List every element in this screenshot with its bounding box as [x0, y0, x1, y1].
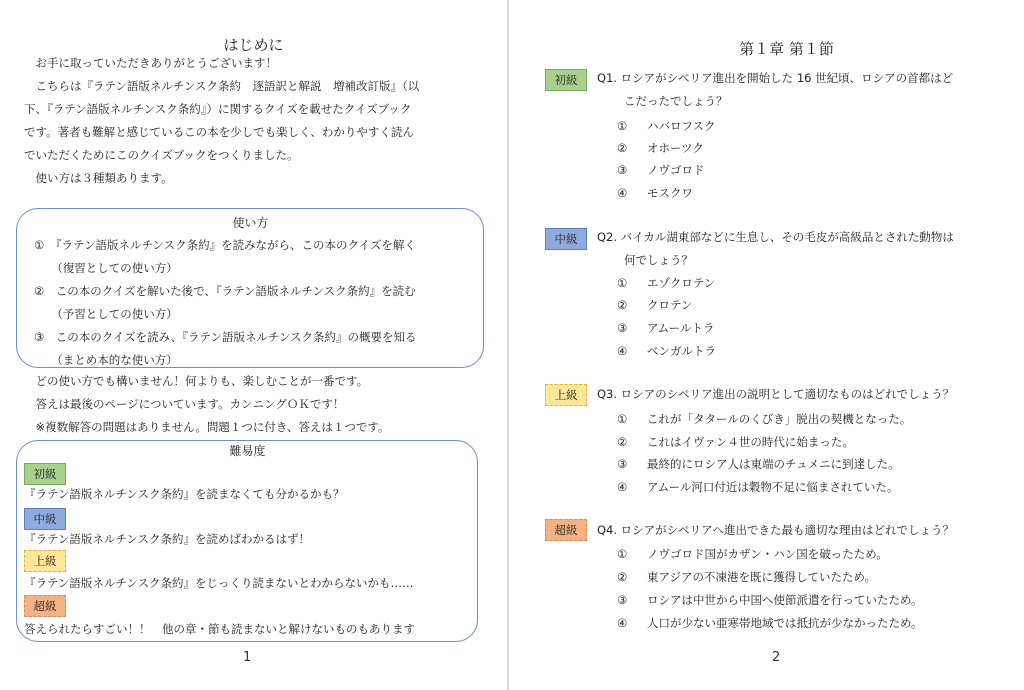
intro-line: です。著者も難解と感じているこの本を少しでも楽しく、わかりやすく読ん: [24, 125, 414, 139]
level-description: 『ラテン語版ネルチンスク条約』を読めばわかるはず！: [24, 532, 311, 546]
option-text: 人口が少ない亜寒帯地域では抵抗が少なかったため。: [647, 616, 923, 630]
option-text: ノヴゴロド: [647, 163, 705, 177]
usage-line: （まとめ本的な使い方）: [34, 353, 178, 367]
q1-option-1: [617, 118, 716, 134]
question-line: 何でしょう？: [624, 253, 693, 267]
intro-line: 下、『ラテン語版ネルチンスク条約』）に関するクイズを載せたクイズブック: [24, 102, 412, 116]
option-number: ③: [617, 321, 628, 335]
intro-line: 使い方は３種類あります。: [24, 171, 173, 185]
q2-option-4: [617, 343, 716, 359]
option-text: 東アジアの不凍港を既に獲得していたため。: [647, 570, 877, 584]
option-text: エゾクロテン: [647, 276, 716, 290]
option-number: ②: [617, 141, 628, 155]
level-description: 『ラテン語版ネルチンスク条約』をじっくり読まないとわからないかも……: [24, 576, 414, 590]
q4-option-4: [617, 615, 923, 631]
q1-option-2: [617, 140, 704, 156]
q3-level-badge: 上級: [545, 384, 587, 406]
intro-line: こちらは『ラテン語版ネルチンスク条約 逐語訳と解説 増補改訂版』（以: [24, 79, 420, 93]
q1-option-3: [617, 162, 705, 178]
usage-line: ② この本のクイズを解いた後で、『ラテン語版ネルチンスク条約』を読む: [34, 284, 416, 298]
page-right: [509, 0, 1024, 690]
q2-option-2: [617, 297, 692, 313]
option-number: ③: [617, 593, 628, 607]
q1-option-4: [617, 185, 693, 201]
question-line: Q3. ロシアのシベリア進出の説明として適切なものはどれでしょう？: [597, 387, 955, 401]
option-text: オホーツク: [647, 141, 704, 155]
option-text: ベンガルトラ: [647, 344, 716, 358]
usage-box-title: 使い方: [232, 216, 269, 230]
usage-line: （予習としての使い方）: [34, 307, 178, 321]
page-left: [0, 0, 507, 690]
usage-line: ① 『ラテン語版ネルチンスク条約』を読みながら、この本のクイズを解く: [34, 238, 416, 252]
option-number: ③: [617, 163, 628, 177]
level-description: 答えられたらすごい！！ 他の章・節も読まないと解けないものもあります: [24, 622, 415, 636]
q4-level-badge: 超級: [545, 519, 587, 541]
level-badge-advanced: 上級: [24, 550, 66, 572]
option-text: モスクワ: [647, 186, 693, 200]
option-number: ④: [617, 186, 628, 200]
option-text: ノヴゴロド国がカザン・ハン国を破ったため。: [647, 547, 888, 561]
level-badge-beginner: 初級: [24, 463, 66, 485]
option-text: アムールトラ: [647, 321, 715, 335]
page-number: 2: [772, 650, 781, 665]
q2-option-1: [617, 275, 715, 291]
q4-option-2: [617, 569, 876, 585]
question-line: こだったでしょう？: [624, 94, 728, 108]
q2-option-3: [617, 320, 714, 336]
usage-line: （復習としての使い方）: [34, 261, 178, 275]
question-1-text: [597, 67, 953, 113]
note-line: 答えは最後のページについています。カンニングＯＫです！: [24, 397, 345, 411]
option-number: ②: [617, 570, 628, 584]
option-text: ロシアは中世から中国へ使節派遣を行っていたため。: [647, 593, 923, 607]
chapter-title: 第１章 第１節: [739, 40, 834, 58]
option-text: 最終的にロシア人は東端のチュメニに到達した。: [647, 457, 900, 471]
difficulty-box-title: 難易度: [229, 444, 266, 458]
option-number: ①: [617, 119, 628, 133]
page-number: 1: [243, 650, 252, 665]
note-line: ※複数解答の問題はありません。問題１つに付き、答えは１つです。: [24, 420, 390, 434]
q1-level-badge: 初級: [545, 69, 587, 91]
option-text: アムール河口付近は穀物不足に悩まされていた。: [647, 480, 899, 494]
option-number: ②: [617, 298, 628, 312]
q3-option-1: [617, 411, 911, 427]
note-line: どの使い方でも構いません！何よりも、楽しむことが一番です。: [24, 374, 369, 388]
option-number: ④: [617, 344, 628, 358]
option-number: ①: [617, 412, 628, 426]
q3-option-3: [617, 456, 900, 472]
question-4-text: [597, 519, 954, 542]
option-text: これはイヴァン４世の時代に始まった。: [647, 435, 854, 449]
level-description: 『ラテン語版ネルチンスク条約』を読まなくても分かるかも？: [24, 487, 345, 501]
option-number: ④: [617, 616, 628, 630]
q4-option-3: [617, 592, 923, 608]
option-number: ①: [617, 547, 628, 561]
q4-option-1: [617, 546, 888, 562]
option-text: クロテン: [647, 298, 693, 312]
intro-line: でいただくためにこのクイズブックをつくりました。: [24, 148, 299, 162]
option-text: これが「タタールのくびき」脱出の契機となった。: [647, 412, 912, 426]
question-3-text: [597, 383, 954, 406]
option-text: ハバロフスク: [647, 119, 716, 133]
q3-option-2: [617, 434, 854, 450]
question-2-text: [597, 226, 954, 272]
q3-option-4: [617, 479, 898, 495]
question-line: Q2. バイカル湖東部などに生息し、その毛皮が高級品とされた動物は: [597, 230, 954, 244]
page-title: はじめに: [223, 36, 284, 54]
intro-line: お手に取っていただきありがとうございます！: [24, 56, 277, 70]
question-line: Q1. ロシアがシベリア進出を開始した 16 世紀頃、ロシアの首都はど: [597, 71, 954, 85]
option-number: ④: [617, 480, 628, 494]
usage-line: ③ この本のクイズを読み、『ラテン語版ネルチンスク条約』の概要を知る: [34, 330, 417, 344]
level-badge-expert: 超級: [24, 595, 66, 617]
q2-level-badge: 中級: [545, 228, 587, 250]
option-number: ①: [617, 276, 628, 290]
level-badge-intermediate: 中級: [24, 508, 66, 530]
option-number: ②: [617, 435, 628, 449]
question-line: Q4. ロシアがシベリアへ進出できた最も適切な理由はどれでしょう？: [597, 523, 954, 537]
option-number: ③: [617, 457, 628, 471]
